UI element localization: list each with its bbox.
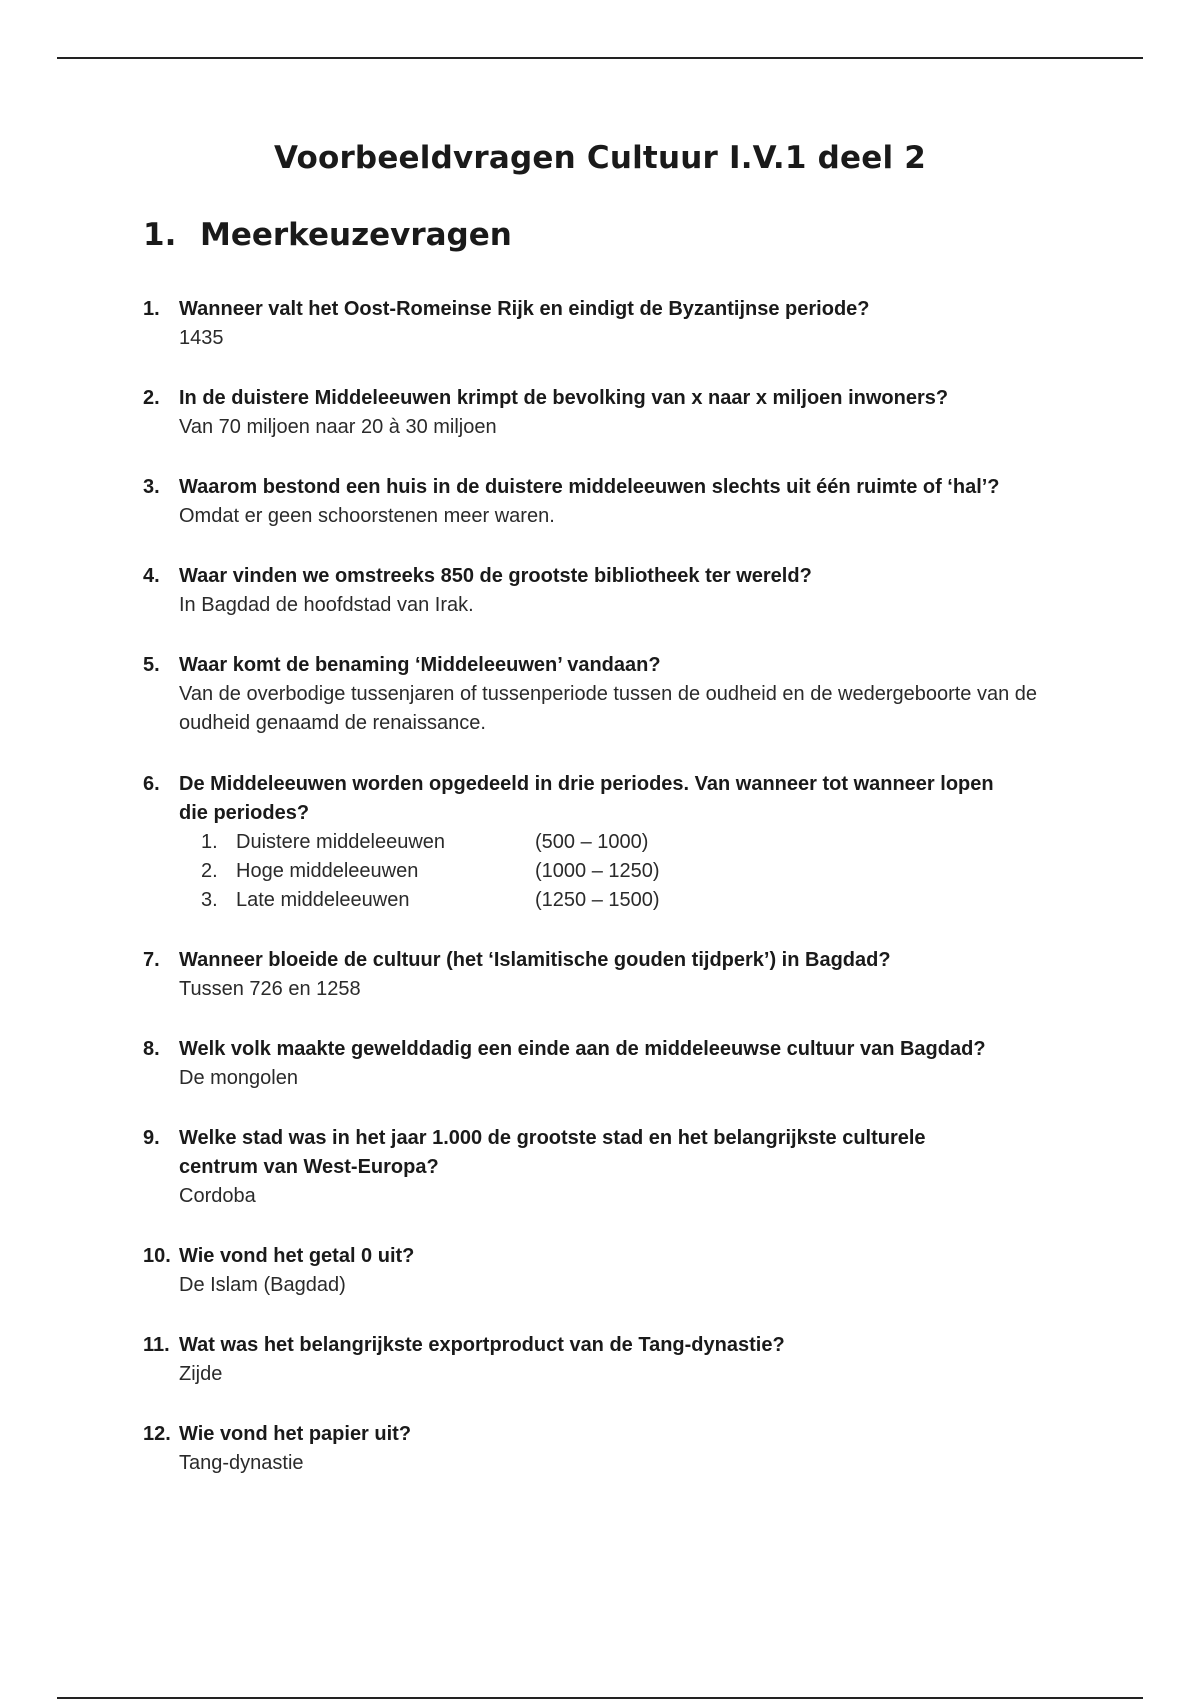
page-title: Voorbeeldvragen Cultuur I.V.1 deel 2 (273, 140, 927, 176)
question-text: Wie vond het papier uit? (179, 1423, 412, 1445)
question-number: 4. (143, 565, 160, 587)
question-number: 9. (143, 1127, 160, 1149)
period-item (179, 857, 1023, 886)
answer-text: Zijde (179, 1363, 223, 1385)
question-number: 2. (143, 387, 160, 409)
question-item (143, 384, 1093, 442)
period-name: Hoge middeleeuwen (236, 860, 419, 882)
question-item (143, 473, 1093, 531)
question-text: Wanneer bloeide de cultuur (het ‘Islamitische gouden tijdperk’) in Bagdad? (179, 949, 891, 971)
question-item (143, 1242, 1093, 1300)
period-number: 3. (201, 889, 218, 911)
question-item (143, 1035, 1093, 1093)
question-number: 10. (143, 1245, 171, 1267)
question-item (143, 562, 1093, 620)
period-name: Duistere middeleeuwen (236, 831, 446, 853)
period-list (179, 828, 1023, 915)
period-item (179, 886, 1023, 915)
answer-text: Cordoba (179, 1185, 256, 1207)
answer-text: 1435 (179, 327, 224, 349)
section-label: Meerkeuzevragen (200, 217, 512, 253)
period-range: (500 – 1000) (535, 831, 649, 853)
period-item (179, 828, 1023, 857)
answer-text: Van 70 miljoen naar 20 à 30 miljoen (179, 416, 497, 438)
question-item (143, 1331, 1093, 1389)
question-text: Wat was het belangrijkste exportproduct van de Tang-dynastie? (179, 1334, 785, 1356)
bottom-rule (57, 1697, 1143, 1699)
question-text: Welke stad was in het jaar 1.000 de grootste stad en het belangrijkste culturele centrum van West-Europa? (179, 1127, 926, 1178)
question-number: 7. (143, 949, 160, 971)
period-range: (1250 – 1500) (535, 889, 660, 911)
answer-text: Omdat er geen schoorstenen meer waren. (179, 505, 555, 527)
question-number: 8. (143, 1038, 160, 1060)
question-item (143, 1124, 1003, 1211)
answer-text: Tussen 726 en 1258 (179, 978, 361, 1000)
top-rule (57, 57, 1143, 59)
question-item (143, 295, 1093, 353)
answer-text: De mongolen (179, 1067, 298, 1089)
question-text: Waar vinden we omstreeks 850 de grootste bibliotheek ter wereld? (179, 565, 812, 587)
section-heading (143, 217, 512, 253)
question-text: Waar komt de benaming ‘Middeleeuwen’ vandaan? (179, 654, 661, 676)
section-number: 1. (143, 217, 177, 253)
period-number: 1. (201, 831, 218, 853)
period-range: (1000 – 1250) (535, 860, 660, 882)
question-item (143, 946, 1093, 1004)
answer-text: De Islam (Bagdad) (179, 1274, 346, 1296)
question-item (143, 770, 1023, 915)
question-number: 12. (143, 1423, 171, 1445)
question-text: Wie vond het getal 0 uit? (179, 1245, 415, 1267)
question-text: De Middeleeuwen worden opgedeeld in drie periodes. Van wanneer tot wanneer lopen die periodes? (179, 773, 994, 824)
question-text: In de duistere Middeleeuwen krimpt de bevolking van x naar x miljoen inwoners? (179, 387, 949, 409)
period-number: 2. (201, 860, 218, 882)
period-name: Late middeleeuwen (236, 889, 410, 911)
question-number: 11. (143, 1334, 170, 1356)
question-number: 6. (143, 773, 160, 795)
question-text: Wanneer valt het Oost-Romeinse Rijk en eindigt de Byzantijnse periode? (179, 298, 870, 320)
question-text: Welk volk maakte gewelddadig een einde aan de middeleeuwse cultuur van Bagdad? (179, 1038, 986, 1060)
answer-text: Tang-dynastie (179, 1452, 304, 1474)
answer-text: Van de overbodige tussenjaren of tussenperiode tussen de oudheid en de wedergeboorte van de oudheid genaamd de renaissance. (179, 683, 1038, 734)
question-item (143, 651, 1043, 738)
question-number: 5. (143, 654, 160, 676)
question-number: 1. (143, 298, 160, 320)
question-number: 3. (143, 476, 160, 498)
question-text: Waarom bestond een huis in de duistere middeleeuwen slechts uit één ruimte of ‘hal’? (179, 476, 1000, 498)
answer-text: In Bagdad de hoofdstad van Irak. (179, 594, 474, 616)
question-item (143, 1420, 1093, 1478)
